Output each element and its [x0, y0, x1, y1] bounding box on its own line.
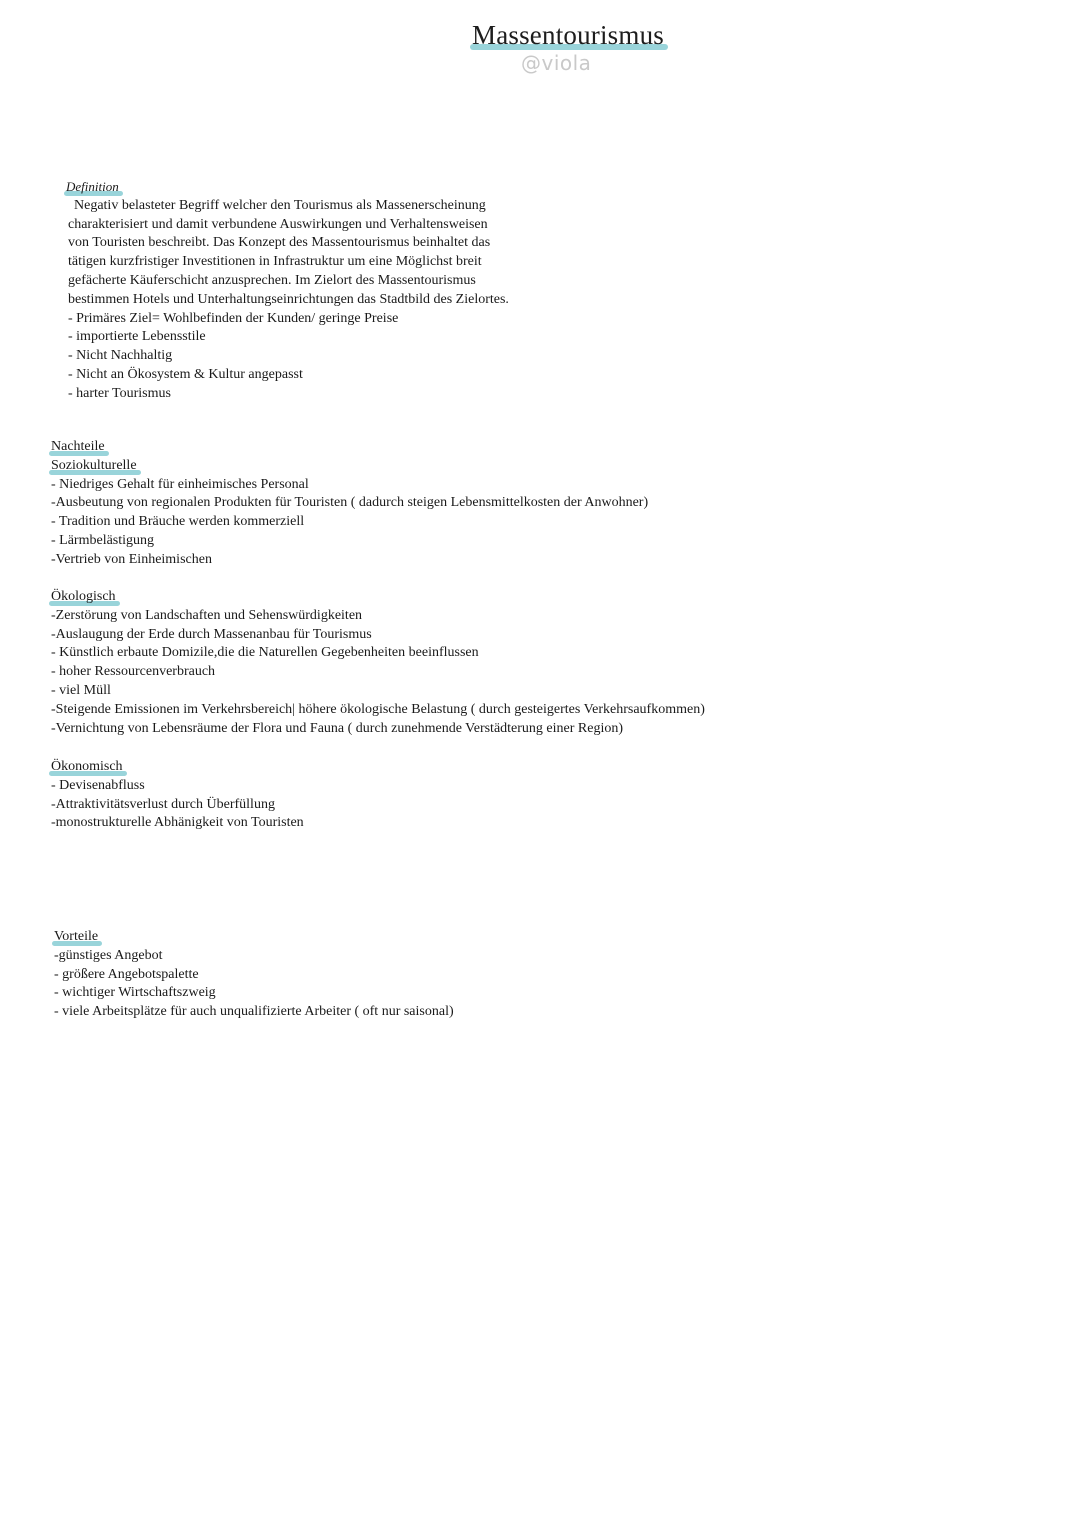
- definition-line: von Touristen beschreibt. Das Konzept des Massentourismus beinhaltet das: [68, 235, 491, 251]
- definition-line: Negativ belasteter Begriff welcher den Tourismus als Massenerscheinung: [74, 197, 486, 213]
- definition-line: charakterisiert und damit verbundene Auswirkungen und Verhaltensweisen: [68, 216, 488, 232]
- definition-bullets: [66, 310, 509, 404]
- list-item: - Künstlich erbaute Domizile,die die Naturellen Gegebenheiten beeinflussen: [51, 645, 479, 661]
- list-item: - hoher Ressourcenverbrauch: [51, 664, 216, 680]
- list-item: -Vernichtung von Lebensräume der Flora und Fauna ( durch zunehmende Verstädterung einer Region): [51, 720, 624, 736]
- list-item: - Lärmbelästigung: [51, 532, 155, 548]
- list-item: -günstiges Angebot: [54, 947, 163, 963]
- definition-section: [66, 178, 509, 404]
- list-item: - Tradition und Bräuche werden kommerziell: [51, 514, 305, 530]
- page-title: [472, 18, 664, 52]
- list-item: -Auslaugung der Erde durch Massenanbau für Tourismus: [51, 626, 372, 642]
- list-item: -monostrukturelle Abhänigkeit von Touristen: [51, 815, 304, 831]
- oekologisch-heading: Ökologisch: [51, 588, 705, 607]
- list-item: - Nicht Nachhaltig: [68, 348, 173, 364]
- list-item: - wichtiger Wirtschaftszweig: [54, 985, 216, 1001]
- list-item: - viel Müll: [51, 682, 111, 698]
- title-text: Massentourismus: [472, 20, 664, 50]
- list-item: - größere Angebotspalette: [54, 966, 199, 982]
- definition-line: bestimmen Hotels und Unterhaltungseinrichtungen das Stadtbild des Zielortes.: [68, 291, 509, 307]
- definition-line: tätigen kurzfristiger Investitionen in Infrastruktur um eine Möglichst breit: [68, 254, 482, 270]
- list-item: - Devisenabfluss: [51, 777, 145, 793]
- oekologisch-section: [51, 588, 705, 738]
- oekonomisch-section: [51, 758, 304, 833]
- vorteile-section: [54, 928, 454, 1022]
- author-handle: @viola: [521, 51, 592, 75]
- list-item: - importierte Lebensstile: [68, 329, 206, 345]
- list-item: - Primäres Ziel= Wohlbefinden der Kunden/ geringe Preise: [68, 310, 399, 326]
- list-item: -Ausbeutung von regionalen Produkten für Touristen ( dadurch steigen Lebensmittelkosten der Anwohner): [51, 495, 649, 511]
- list-item: - Nicht an Ökosystem & Kultur angepasst: [68, 366, 303, 382]
- soziokulturelle-heading: Soziokulturelle: [51, 457, 648, 476]
- list-item: -Attraktivitätsverlust durch Überfüllung: [51, 796, 275, 812]
- definition-paragraph: [66, 197, 509, 310]
- definition-line: gefächerte Käuferschicht anzusprechen. Im Zielort des Massentourismus: [68, 272, 476, 288]
- list-item: -Vertrieb von Einheimischen: [51, 551, 212, 567]
- list-item: - Niedriges Gehalt für einheimisches Personal: [51, 476, 309, 492]
- definition-heading: Definition: [66, 178, 509, 197]
- list-item: -Steigende Emissionen im Verkehrsbereich| höhere ökologische Belastung ( durch gesteigertes Verkehrsaufkommen): [51, 701, 705, 717]
- oekonomisch-heading: Ökonomisch: [51, 758, 304, 777]
- vorteile-heading: Vorteile: [54, 928, 454, 947]
- list-item: -Zerstörung von Landschaften und Sehenswürdigkeiten: [51, 607, 363, 623]
- list-item: - harter Tourismus: [68, 385, 171, 401]
- nachteile-heading: Nachteile: [51, 438, 648, 457]
- list-item: - viele Arbeitsplätze für auch unqualifizierte Arbeiter ( oft nur saisonal): [54, 1004, 454, 1020]
- nachteile-section: [51, 438, 648, 570]
